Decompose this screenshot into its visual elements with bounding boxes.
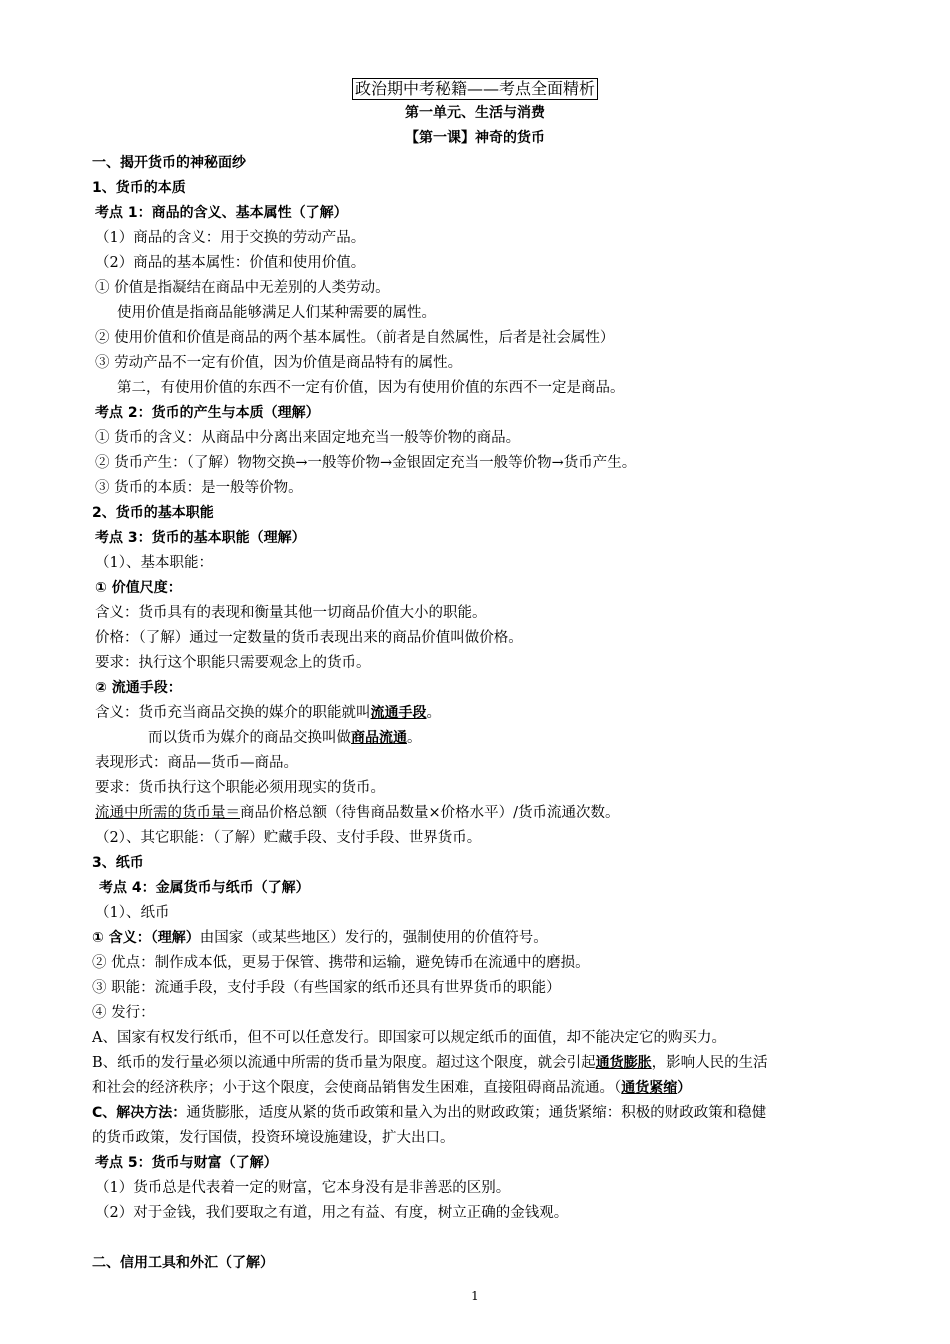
keypoint-5-heading: 考点 5：货币与财富（了解） xyxy=(95,1155,278,1171)
text-line: （1）、纸币 xyxy=(95,905,170,921)
text-line: （1）商品的含义：用于交换的劳动产品。 xyxy=(95,230,366,246)
subheading-circulation: ② 流通手段： xyxy=(95,680,182,696)
document-title: 政治期中考秘籍——考点全面精析 xyxy=(352,78,598,100)
text-segment: 和社会的经济秩序；小于这个限度，会使商品销售发生困难，直接阻碍商品流通。（ xyxy=(92,1080,622,1096)
text-line xyxy=(92,928,548,948)
text-segment: 而以货币为媒介的商品交换叫做 xyxy=(148,730,351,746)
text-line: ③ 货币的本质：是一般等价物。 xyxy=(95,480,303,496)
text-line: ② 优点：制作成本低，更易于保管、携带和运输，避免铸币在流通中的磨损。 xyxy=(92,955,590,971)
text-line xyxy=(92,1103,766,1123)
text-line: 的货币政策，发行国债，投资环境设施建设，扩大出口。 xyxy=(92,1130,455,1146)
lesson-heading: 【第一课】神奇的货币 xyxy=(405,130,545,146)
text-line: ② 使用价值和价值是商品的两个基本属性。（前者是自然属性，后者是社会属性） xyxy=(95,330,615,346)
keypoint-2-heading: 考点 2：货币的产生与本质（理解） xyxy=(95,405,320,421)
text-segment: 通货膨胀，适度从紧的货币政策和量入为出的财政政策；通货紧缩：积极的财政政策和稳健 xyxy=(186,1105,767,1121)
text-line: 要求：执行这个职能只需要观念上的货币。 xyxy=(95,655,371,671)
text-line: （2）商品的基本属性：价值和使用价值。 xyxy=(95,255,366,271)
text-segment: ，影响人民的生活 xyxy=(651,1055,768,1071)
text-segment: 商品价格总额（待售商品数量×价格水平）/货币流通次数。 xyxy=(240,805,620,821)
section-heading-2: 二、信用工具和外汇（了解） xyxy=(92,1255,274,1271)
subsection-heading-1-3: 3、纸币 xyxy=(92,855,144,871)
text-line: （1）货币总是代表着一定的财富，它本身没有是非善恶的区别。 xyxy=(95,1180,511,1196)
text-segment: 含义：货币充当商品交换的媒介的职能就叫 xyxy=(95,705,371,721)
text-line: 含义：货币具有的表现和衡量其他一切商品价值大小的职能。 xyxy=(95,605,487,621)
underlined-segment: 流通中所需的货币量＝ xyxy=(95,805,240,821)
subheading-value-measure: ① 价值尺度： xyxy=(95,580,182,596)
subsection-heading-1-1: 1、货币的本质 xyxy=(92,180,186,196)
section-heading-1: 一、揭开货币的神秘面纱 xyxy=(92,155,246,171)
text-line: ④ 发行： xyxy=(92,1005,155,1021)
text-line: A、国家有权发行纸币，但不可以任意发行。即国家可以规定纸币的面值，却不能决定它的购买力。 xyxy=(92,1030,726,1046)
text-line: ① 货币的含义：从商品中分离出来固定地充当一般等价物的商品。 xyxy=(95,430,521,446)
emphasis-term: 流通手段 xyxy=(370,705,427,721)
text-line: 要求：货币执行这个职能必须用现实的货币。 xyxy=(95,780,385,796)
text-line: ③ 劳动产品不一定有价值，因为价值是商品特有的属性。 xyxy=(95,355,463,371)
text-line: 第二，有使用价值的东西不一定有价值，因为有使用价值的东西不一定是商品。 xyxy=(117,380,625,396)
text-line xyxy=(92,1053,768,1073)
text-line: （2）对于金钱，我们要取之有道，用之有益、有度，树立正确的金钱观。 xyxy=(95,1205,569,1221)
text-line: 价格：（了解）通过一定数量的货币表现出来的商品价值叫做价格。 xyxy=(95,630,523,646)
emphasis-term: 通货紧缩 xyxy=(621,1080,678,1096)
text-segment: B、纸币的发行量必须以流通中所需的货币量为限度。超过这个限度，就会引起 xyxy=(92,1055,596,1071)
keypoint-4-heading: 考点 4：金属货币与纸币（了解） xyxy=(99,880,310,896)
emphasis-term: 通货膨胀 xyxy=(595,1055,652,1071)
label-segment: ① 含义：（理解） xyxy=(92,930,200,946)
text-line: 使用价值是指商品能够满足人们某种需要的属性。 xyxy=(117,305,436,321)
subsection-heading-1-2: 2、货币的基本职能 xyxy=(92,505,214,521)
text-line xyxy=(148,728,422,748)
keypoint-3-heading: 考点 3：货币的基本职能（理解） xyxy=(95,530,306,546)
text-line xyxy=(92,1078,691,1098)
text-line xyxy=(95,803,620,823)
unit-heading: 第一单元、生活与消费 xyxy=(405,105,545,121)
text-segment: 。 xyxy=(407,730,422,746)
text-segment: 。 xyxy=(426,705,441,721)
text-line: ② 货币产生：（了解）物物交换→一般等价物→金银固定充当一般等价物→货币产生。 xyxy=(95,455,637,471)
page-number: 1 xyxy=(471,1289,479,1303)
keypoint-1-heading: 考点 1：商品的含义、基本属性（了解） xyxy=(95,205,348,221)
text-line xyxy=(95,703,441,723)
text-line: ③ 职能：流通手段，支付手段（有些国家的纸币还具有世界货币的职能） xyxy=(92,980,561,996)
text-segment: 由国家（或某些地区）发行的，强制使用的价值符号。 xyxy=(199,930,548,946)
text-segment: ） xyxy=(677,1080,692,1096)
text-line: ① 价值是指凝结在商品中无差别的人类劳动。 xyxy=(95,280,390,296)
text-line: 表现形式：商品—货币—商品。 xyxy=(95,755,298,771)
text-line: （1）、基本职能： xyxy=(95,555,213,571)
document-title-line xyxy=(0,78,950,100)
emphasis-term: 商品流通 xyxy=(351,730,407,746)
label-segment: C、解决方法： xyxy=(92,1105,187,1121)
text-line: （2）、其它职能：（了解）贮藏手段、支付手段、世界货币。 xyxy=(95,830,482,846)
